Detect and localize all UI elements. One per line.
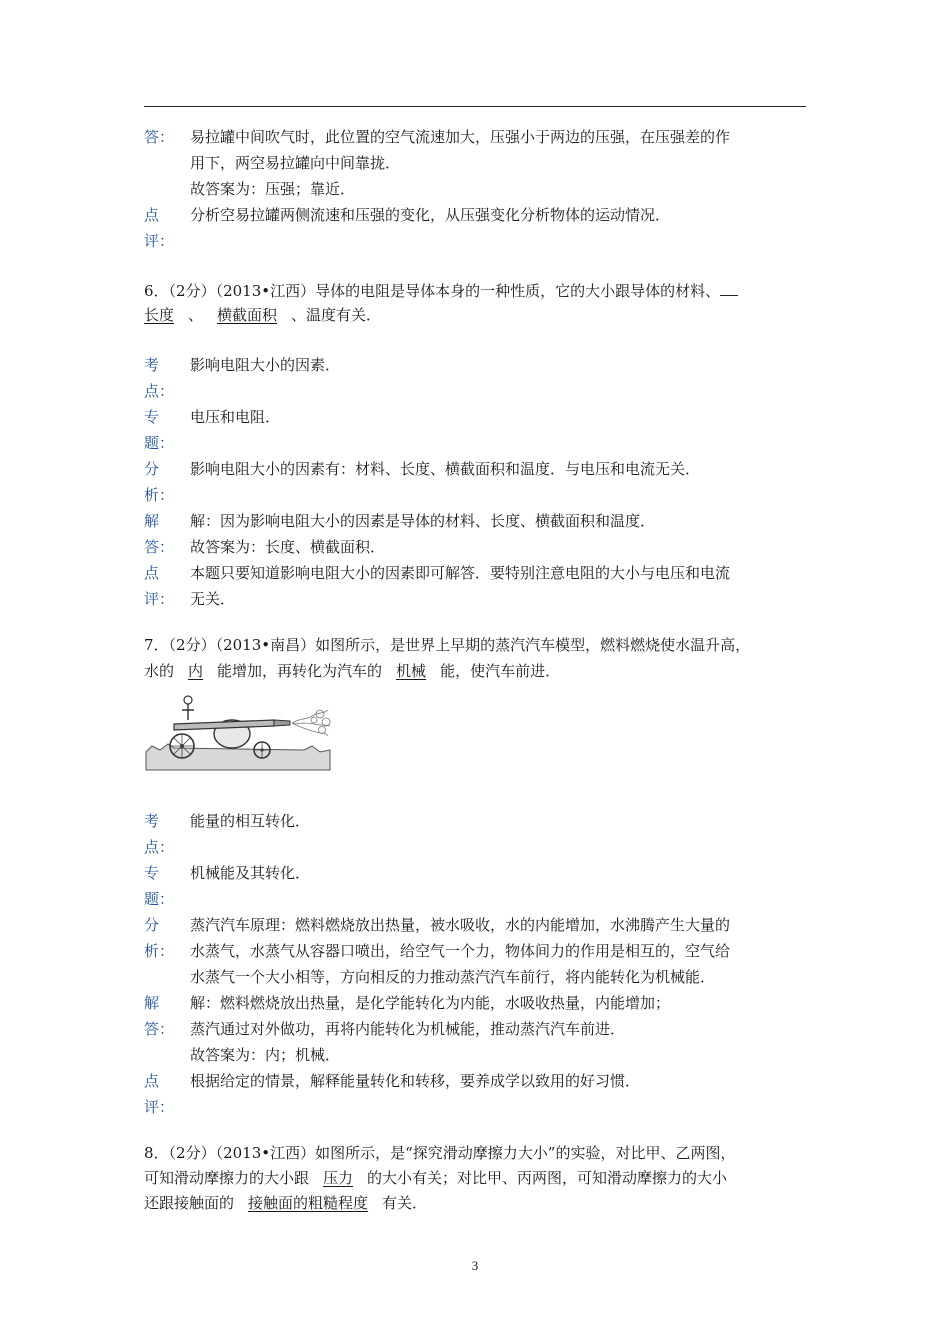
- label-subject: 专: [144, 408, 160, 426]
- solution-text: 故答案为：长度、横截面积．: [190, 538, 386, 556]
- blank-leader: [720, 281, 738, 296]
- label-solution: 解: [144, 512, 160, 530]
- label-answer: 答：: [144, 128, 175, 146]
- label-subject: 专: [144, 864, 160, 882]
- label-analysis: 分: [144, 916, 160, 934]
- subject-text: 机械能及其转化．: [190, 864, 311, 882]
- analysis-text: 影响电阻大小的因素有：材料、长度、横截面积和温度．与电压和电流无关．: [190, 460, 701, 478]
- answer-text: 易拉罐中间吹气时，此位置的空气流速加大，压强小于两边的压强，在压强差的作: [190, 128, 731, 146]
- label-comment: 点: [144, 206, 160, 224]
- analysis-text: 水蒸气一个大小相等，方向相反的力推动蒸汽汽车前行，将内能转化为机械能．: [190, 968, 716, 986]
- answer-text: 用下，两空易拉罐向中间靠拢．: [190, 154, 401, 172]
- question-7-analysis: [144, 808, 806, 1120]
- answer-blank: 内: [188, 662, 204, 680]
- label-solution: 解: [144, 994, 160, 1012]
- topic-text: 影响电阻大小的因素．: [190, 356, 341, 374]
- answer-blank: 压力: [323, 1169, 354, 1187]
- label-solution-2: 答：: [144, 538, 175, 556]
- analysis-text: 水蒸气，水蒸气从容器口喷出，给空气一个力，物体间力的作用是相互的，空气给: [190, 942, 731, 960]
- page-number: 3: [471, 1258, 479, 1273]
- question-6-line2: 长度 、 横截面积 、温度有关．: [144, 302, 381, 328]
- label-subject-2: 题：: [144, 890, 175, 908]
- label-topic-2: 点：: [144, 838, 175, 856]
- topic-text: 能量的相互转化．: [190, 812, 311, 830]
- question-7-line2: 水的 内 能增加，再转化为汽车的 机械 能，使汽车前进．: [144, 658, 560, 684]
- question-7-line1: 7．（2分）（2013•南昌）如图所示，是世界上早期的蒸汽汽车模型，燃料燃烧使水温升高，: [144, 636, 751, 654]
- answer-text: 故答案为：压强；靠近．: [190, 180, 356, 198]
- question-8-line1: 8．（2分）（2013•江西）如图所示，是“探究滑动摩擦力大小”的实验，对比甲、乙两图，: [144, 1144, 736, 1162]
- solution-text: 故答案为：内；机械．: [190, 1046, 341, 1064]
- driver-head: [184, 696, 192, 704]
- comment-text: 根据给定的情景，解释能量转化和转移，要养成学以致用的好习惯．: [190, 1072, 641, 1090]
- subject-text: 电压和电阻．: [190, 408, 281, 426]
- label-analysis-2: 析：: [144, 942, 175, 960]
- answer-blank: 横截面积: [217, 306, 278, 324]
- comment-text: 分析空易拉罐两侧流速和压强的变化，从压强变化分析物体的运动情况．: [190, 206, 671, 224]
- header-rule: [144, 106, 806, 107]
- prev-question-answer: [144, 124, 806, 254]
- label-solution-2: 答：: [144, 1020, 175, 1038]
- solution-text: 蒸汽通过对外做功，再将内能转化为机械能，推动蒸汽汽车前进．: [190, 1020, 626, 1038]
- comment-text: 无关．: [190, 590, 236, 608]
- label-comment-2: 评：: [144, 590, 175, 608]
- question-8-line2: 可知滑动摩擦力的大小跟 压力 的大小有关；对比甲、丙两图，可知滑动摩擦力的大小: [144, 1165, 727, 1191]
- solution-text: 解：燃料燃烧放出热量，是化学能转化为内能，水吸收热量，内能增加；: [190, 994, 671, 1012]
- question-8-line3: 还跟接触面的 接触面的粗糙程度 有关．: [144, 1190, 427, 1216]
- label-comment-2: 评：: [144, 1098, 175, 1116]
- label-analysis: 分: [144, 460, 160, 478]
- label-topic: 考: [144, 812, 160, 830]
- label-topic: 考: [144, 356, 160, 374]
- label-subject-2: 题：: [144, 434, 175, 452]
- car-frame: [174, 720, 274, 730]
- answer-blank: 接触面的粗糙程度: [248, 1194, 369, 1212]
- steam-car-figure: [144, 690, 334, 774]
- comment-text: 本题只要知道影响电阻大小的因素即可解答．要特别注意电阻的大小与电压和电流: [190, 564, 731, 582]
- label-comment-2: 评：: [144, 232, 175, 250]
- question-6-analysis: [144, 352, 806, 612]
- answer-blank: 长度: [144, 306, 175, 324]
- label-analysis-2: 析：: [144, 486, 175, 504]
- question-6-line1: 6．（2分）（2013•江西）导体的电阻是导体本身的一种性质，它的大小跟导体的材料、: [144, 278, 738, 304]
- solution-text: 解：因为影响电阻大小的因素是导体的材料、长度、横截面积和温度．: [190, 512, 656, 530]
- driver-body: [182, 704, 194, 720]
- answer-blank: 机械: [396, 662, 427, 680]
- label-comment: 点: [144, 564, 160, 582]
- label-comment: 点: [144, 1072, 160, 1090]
- analysis-text: 蒸汽汽车原理：燃料燃烧放出热量，被水吸收，水的内能增加，水沸腾产生大量的: [190, 916, 731, 934]
- label-topic-2: 点：: [144, 382, 175, 400]
- steam-jet: [292, 710, 330, 736]
- nozzle-shape: [274, 720, 290, 726]
